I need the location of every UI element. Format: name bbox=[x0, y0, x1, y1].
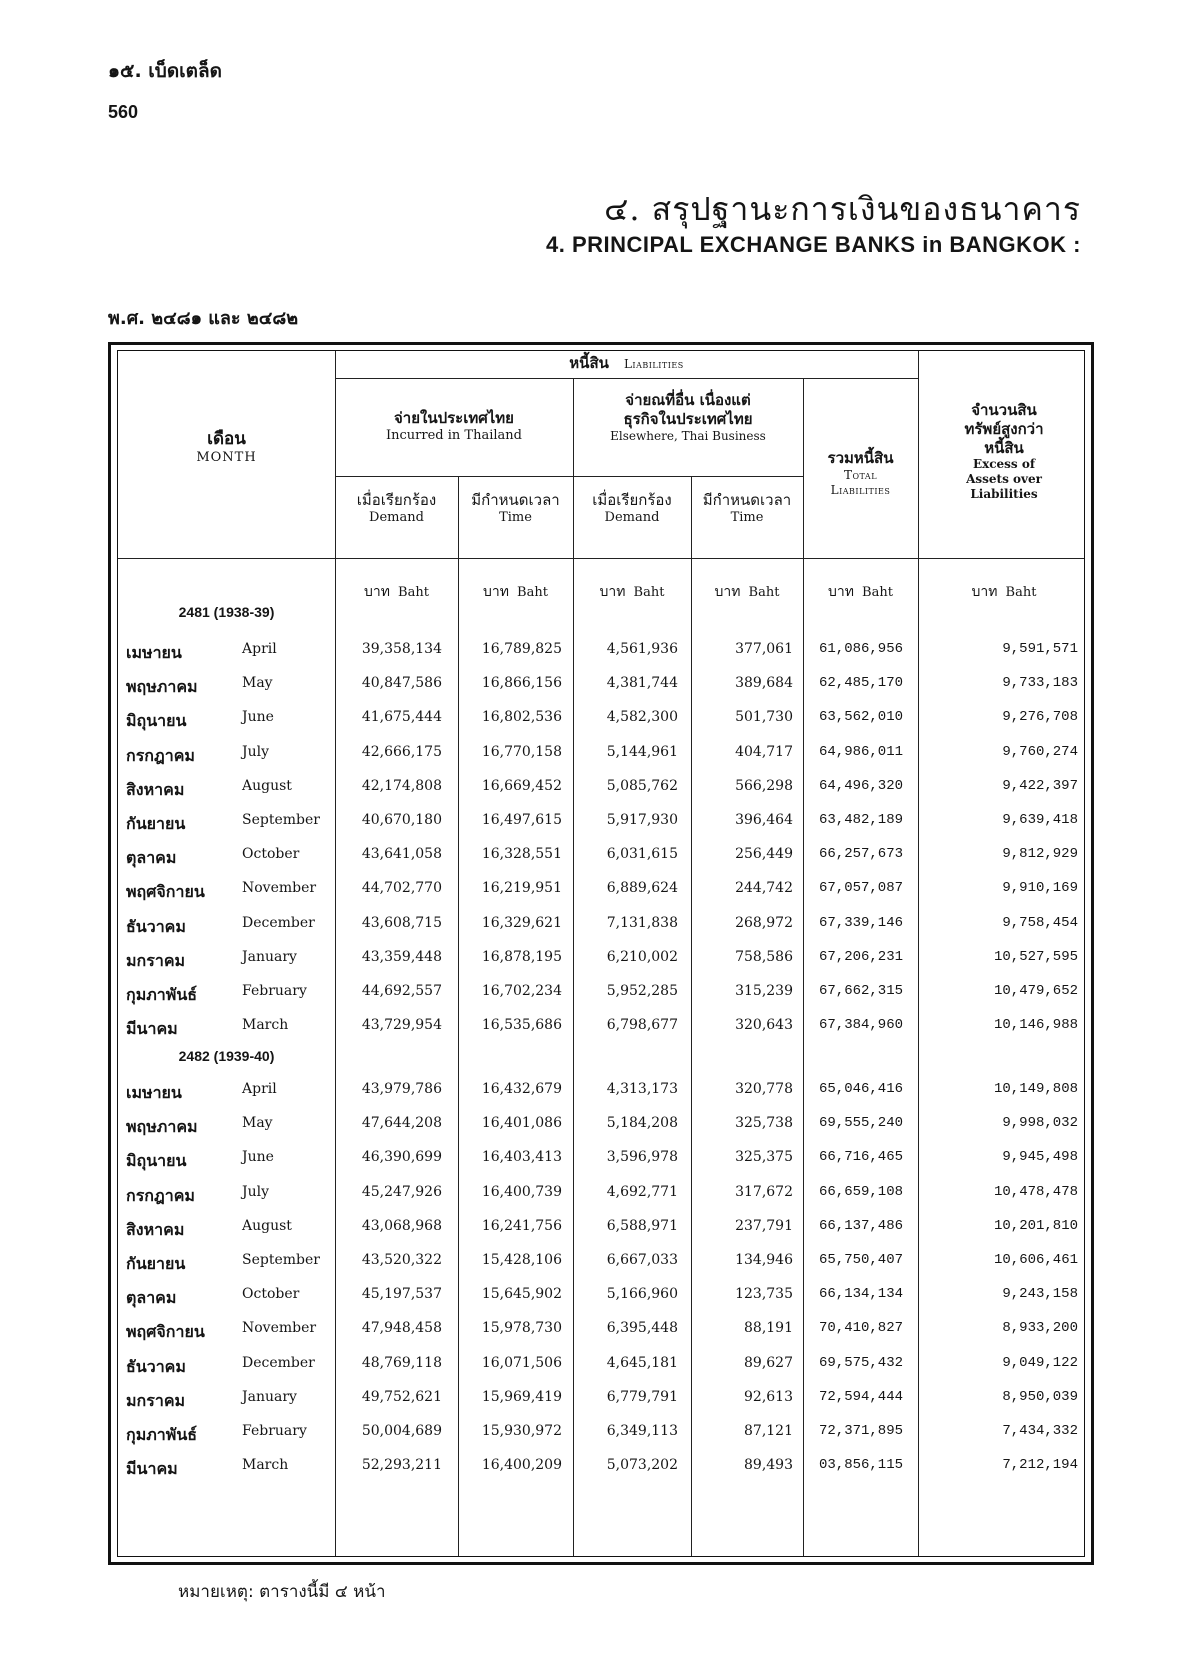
table-row bbox=[118, 804, 1084, 838]
month-thai: เมษายน bbox=[126, 643, 182, 662]
table-row bbox=[118, 1176, 1084, 1210]
demand-elsewhere-value: 3,596,978 bbox=[606, 1149, 678, 1166]
demand-elsewhere-value: 6,349,113 bbox=[606, 1423, 678, 1439]
table-row bbox=[118, 701, 1084, 735]
unit-label: บาท Baht bbox=[599, 584, 665, 600]
total-liabilities-value: 66,716,465 bbox=[818, 1149, 903, 1166]
month-thai: กุมภาพันธ์ bbox=[126, 985, 198, 1004]
time-thailand-value: 16,400,209 bbox=[481, 1457, 562, 1474]
demand-thailand-value: 46,390,699 bbox=[361, 1149, 442, 1166]
month-english: July bbox=[242, 743, 270, 760]
total-liabilities-value: 62,485,170 bbox=[818, 675, 903, 692]
table-body bbox=[117, 350, 1085, 1557]
excess-assets-value: 10,146,988 bbox=[993, 1017, 1078, 1034]
demand-elsewhere-value: 5,952,285 bbox=[606, 983, 678, 999]
excess-assets-value: 9,049,122 bbox=[1002, 1354, 1078, 1371]
year-range: พ.ศ. ๒๔๘๑ และ ๒๔๘๒ bbox=[108, 308, 299, 329]
demand-thailand-value: 40,847,586 bbox=[361, 675, 442, 692]
time-thailand-value: 16,432,679 bbox=[481, 1081, 562, 1097]
total-liabilities-value: 69,555,240 bbox=[818, 1115, 903, 1132]
month-english: July bbox=[242, 1183, 270, 1200]
excess-assets-value: 9,998,032 bbox=[1002, 1115, 1078, 1132]
time-elsewhere-value: 89,627 bbox=[744, 1354, 793, 1371]
demand-elsewhere-value: 5,085,762 bbox=[606, 777, 678, 794]
unit-label: บาท Baht bbox=[714, 584, 780, 600]
time-elsewhere-value: 88,191 bbox=[744, 1320, 793, 1337]
time-thailand-value: 16,702,234 bbox=[481, 983, 562, 999]
page-number: 560 bbox=[108, 102, 139, 122]
demand-elsewhere-value: 6,210,002 bbox=[606, 948, 678, 965]
month-english: May bbox=[242, 675, 273, 692]
month-english: April bbox=[242, 1081, 277, 1097]
month-english: January bbox=[242, 1388, 297, 1405]
demand-thailand-value: 42,666,175 bbox=[361, 743, 442, 760]
demand-elsewhere-value: 4,582,300 bbox=[606, 709, 678, 726]
excess-assets-value: 7,212,194 bbox=[1002, 1457, 1078, 1474]
time-thailand-value: 16,669,452 bbox=[481, 777, 562, 794]
total-liabilities-value: 63,562,010 bbox=[818, 709, 903, 726]
demand-thailand-value: 47,948,458 bbox=[361, 1320, 442, 1337]
total-liabilities-value: 67,662,315 bbox=[818, 983, 903, 999]
demand-thailand-value: 43,359,448 bbox=[361, 948, 442, 965]
excess-assets-value: 9,276,708 bbox=[1002, 709, 1078, 726]
month-thai: สิงหาคม bbox=[126, 779, 185, 799]
demand-elsewhere-value: 4,381,744 bbox=[606, 675, 678, 692]
demand-elsewhere-value: 4,645,181 bbox=[606, 1354, 678, 1371]
demand-elsewhere-value: 5,166,960 bbox=[606, 1286, 678, 1303]
time-elsewhere-value: 92,613 bbox=[744, 1388, 793, 1405]
excess-assets-header: จำนวนสิน ทรัพย์สูงกว่า หนี้สิน Excess of Assets over Liabilities bbox=[964, 401, 1044, 502]
time-thailand-value: 16,802,536 bbox=[481, 709, 562, 726]
demand-elsewhere-value: 6,779,791 bbox=[606, 1388, 678, 1405]
month-thai: กรกฎาคม bbox=[126, 745, 195, 765]
time-elsewhere-value: 244,742 bbox=[735, 880, 793, 897]
demand-thailand-value: 41,675,444 bbox=[361, 709, 442, 726]
time-thailand-value: 16,328,551 bbox=[481, 846, 562, 863]
month-english: November bbox=[242, 1320, 317, 1337]
month-english: November bbox=[242, 880, 317, 897]
time-thailand-value: 16,241,756 bbox=[481, 1217, 562, 1234]
demand-elsewhere-value: 6,889,624 bbox=[606, 880, 678, 897]
demand-elsewhere-value: 6,395,448 bbox=[606, 1320, 678, 1337]
demand-thailand-value: 52,293,211 bbox=[361, 1457, 442, 1474]
month-english: August bbox=[242, 777, 292, 794]
month-english: October bbox=[242, 1286, 300, 1303]
demand-elsewhere-value: 5,073,202 bbox=[606, 1457, 678, 1474]
total-liabilities-header: รวมหนี้สิน Total Liabilities bbox=[827, 449, 894, 497]
excess-assets-value: 10,527,595 bbox=[993, 948, 1078, 965]
month-thai: กรกฎาคม bbox=[126, 1185, 195, 1205]
excess-assets-value: 9,945,498 bbox=[1002, 1149, 1078, 1166]
excess-assets-value: 9,758,454 bbox=[1002, 914, 1078, 931]
time-elsewhere-value: 758,586 bbox=[735, 948, 793, 965]
demand-thailand-value: 45,247,926 bbox=[361, 1183, 442, 1200]
total-liabilities-value: 64,986,011 bbox=[818, 743, 903, 760]
time-thailand-value: 16,866,156 bbox=[481, 675, 562, 692]
month-english: May bbox=[242, 1115, 273, 1132]
time-elsewhere-value: 566,298 bbox=[735, 777, 793, 794]
month-thai: พฤศจิกายน bbox=[126, 882, 205, 902]
time-thailand-value: 16,400,739 bbox=[481, 1183, 562, 1200]
demand-elsewhere-value: 5,144,961 bbox=[606, 743, 678, 760]
data-table bbox=[108, 342, 1094, 1565]
table-row bbox=[118, 1107, 1084, 1141]
time-thailand-value: 15,428,106 bbox=[481, 1252, 562, 1268]
demand-thailand-value: 47,644,208 bbox=[361, 1115, 442, 1132]
month-thai: ตุลาคม bbox=[126, 848, 177, 868]
table-row bbox=[118, 633, 1084, 667]
year-label-2482: 2482 (1939-40) bbox=[178, 1048, 275, 1064]
excess-assets-value: 9,760,274 bbox=[1002, 743, 1078, 760]
excess-assets-value: 7,434,332 bbox=[1002, 1423, 1078, 1439]
page-title-english: 4. PRINCIPAL EXCHANGE BANKS in BANGKOK : bbox=[545, 232, 1081, 257]
table-row bbox=[118, 1347, 1084, 1381]
demand-header-2: เมื่อเรียกร้อง Demand bbox=[592, 491, 672, 525]
table-row bbox=[118, 1381, 1084, 1415]
month-english: December bbox=[242, 914, 315, 931]
excess-assets-value: 9,733,183 bbox=[1002, 675, 1078, 692]
total-liabilities-value: 66,134,134 bbox=[818, 1286, 903, 1303]
time-thailand-value: 16,403,413 bbox=[481, 1149, 562, 1166]
demand-elsewhere-value: 5,917,930 bbox=[606, 812, 678, 828]
month-english: April bbox=[242, 641, 277, 657]
month-thai: พฤศจิกายน bbox=[126, 1322, 205, 1342]
time-elsewhere-value: 89,493 bbox=[744, 1457, 793, 1474]
total-liabilities-value: 65,046,416 bbox=[818, 1081, 903, 1097]
footnote: หมายเหตุ: ตารางนี้มี ๔ หน้า bbox=[178, 1582, 386, 1602]
demand-thailand-value: 43,729,954 bbox=[361, 1017, 442, 1034]
total-liabilities-value: 67,384,960 bbox=[818, 1017, 903, 1034]
excess-assets-value: 9,243,158 bbox=[1002, 1286, 1078, 1303]
time-thailand-value: 15,978,730 bbox=[481, 1320, 562, 1337]
time-thailand-value: 16,401,086 bbox=[481, 1115, 562, 1132]
time-elsewhere-value: 501,730 bbox=[735, 709, 793, 726]
excess-assets-value: 9,591,571 bbox=[1002, 641, 1078, 657]
month-english: October bbox=[242, 846, 300, 863]
demand-elsewhere-value: 7,131,838 bbox=[606, 914, 678, 931]
table-row bbox=[118, 1141, 1084, 1175]
time-elsewhere-value: 87,121 bbox=[744, 1423, 793, 1439]
time-elsewhere-value: 123,735 bbox=[735, 1286, 793, 1303]
demand-thailand-value: 44,692,557 bbox=[361, 983, 442, 999]
incurred-thailand-header: จ่ายในประเทศไทย Incurred in Thailand bbox=[386, 409, 522, 443]
time-thailand-value: 16,219,951 bbox=[481, 880, 562, 897]
time-header-1: มีกำหนดเวลา Time bbox=[471, 491, 560, 525]
month-thai: สิงหาคม bbox=[126, 1219, 185, 1239]
table-row bbox=[118, 838, 1084, 872]
month-english: March bbox=[242, 1457, 289, 1474]
month-thai: พฤษภาคม bbox=[126, 677, 198, 697]
time-elsewhere-value: 237,791 bbox=[735, 1217, 793, 1234]
total-liabilities-value: 64,496,320 bbox=[818, 777, 903, 794]
time-elsewhere-value: 325,375 bbox=[735, 1149, 793, 1166]
total-liabilities-value: 67,206,231 bbox=[818, 948, 903, 965]
total-liabilities-value: 72,594,444 bbox=[818, 1388, 903, 1405]
month-english: February bbox=[242, 1423, 307, 1439]
excess-assets-value: 8,933,200 bbox=[1002, 1320, 1078, 1337]
excess-assets-value: 9,422,397 bbox=[1002, 777, 1078, 794]
table-row bbox=[118, 770, 1084, 804]
header-divider bbox=[335, 476, 803, 477]
total-liabilities-value: 70,410,827 bbox=[818, 1320, 903, 1337]
month-header: เดือน MONTH bbox=[196, 429, 257, 466]
time-elsewhere-value: 396,464 bbox=[735, 812, 793, 828]
time-elsewhere-value: 256,449 bbox=[735, 846, 793, 863]
month-thai: มิถุนายน bbox=[126, 711, 187, 731]
demand-elsewhere-value: 6,667,033 bbox=[606, 1252, 678, 1268]
demand-thailand-value: 49,752,621 bbox=[361, 1388, 442, 1405]
month-english: August bbox=[242, 1217, 292, 1234]
page-title-thai: ๔. สรุปฐานะการเงินของธนาคาร bbox=[604, 190, 1081, 228]
excess-assets-value: 9,910,169 bbox=[1002, 880, 1078, 897]
total-liabilities-value: 69,575,432 bbox=[818, 1354, 903, 1371]
table-row bbox=[118, 667, 1084, 701]
month-english: December bbox=[242, 1354, 315, 1371]
excess-assets-value: 8,950,039 bbox=[1002, 1388, 1078, 1405]
total-liabilities-value: 67,339,146 bbox=[818, 914, 903, 931]
time-thailand-value: 16,770,158 bbox=[481, 743, 562, 760]
month-thai: กันยายน bbox=[126, 1254, 186, 1273]
total-liabilities-value: 63,482,189 bbox=[818, 812, 903, 828]
demand-thailand-value: 45,197,537 bbox=[361, 1286, 442, 1303]
table-row bbox=[118, 1312, 1084, 1346]
demand-elsewhere-value: 4,313,173 bbox=[606, 1081, 678, 1097]
unit-label: บาท Baht bbox=[364, 584, 429, 600]
total-liabilities-value: 61,086,956 bbox=[818, 641, 903, 657]
month-english: September bbox=[242, 1252, 320, 1268]
demand-elsewhere-value: 6,798,677 bbox=[606, 1017, 678, 1034]
time-elsewhere-value: 320,778 bbox=[735, 1081, 793, 1097]
month-thai: พฤษภาคม bbox=[126, 1117, 198, 1137]
excess-assets-value: 10,201,810 bbox=[993, 1217, 1078, 1234]
time-thailand-value: 16,497,615 bbox=[481, 812, 562, 828]
header-divider bbox=[335, 378, 918, 379]
demand-thailand-value: 42,174,808 bbox=[361, 777, 442, 794]
excess-assets-value: 10,478,478 bbox=[993, 1183, 1078, 1200]
unit-label: บาท Baht bbox=[483, 584, 548, 600]
month-thai: กันยายน bbox=[126, 814, 186, 833]
table-row bbox=[118, 872, 1084, 906]
demand-elsewhere-value: 6,588,971 bbox=[606, 1217, 678, 1234]
demand-elsewhere-value: 4,692,771 bbox=[606, 1183, 678, 1200]
time-header-2: มีกำหนดเวลา Time bbox=[702, 491, 792, 525]
demand-elsewhere-value: 4,561,936 bbox=[606, 641, 678, 657]
demand-header-1: เมื่อเรียกร้อง Demand bbox=[356, 491, 437, 525]
total-liabilities-value: 03,856,115 bbox=[818, 1457, 903, 1474]
demand-thailand-value: 43,520,322 bbox=[361, 1252, 442, 1268]
excess-assets-value: 9,639,418 bbox=[1002, 812, 1078, 828]
demand-thailand-value: 44,702,770 bbox=[361, 880, 442, 897]
total-liabilities-value: 66,257,673 bbox=[818, 846, 903, 863]
elsewhere-header: จ่ายณที่อื่น เนื่องแต่ ธุรกิจในประเทศไทย Elsewhere, Thai Business bbox=[610, 391, 766, 443]
table-row bbox=[118, 975, 1084, 1009]
time-elsewhere-value: 377,061 bbox=[735, 641, 793, 657]
month-thai: ตุลาคม bbox=[126, 1288, 177, 1308]
time-elsewhere-value: 389,684 bbox=[735, 675, 793, 692]
demand-elsewhere-value: 6,031,615 bbox=[606, 846, 678, 863]
demand-thailand-value: 50,004,689 bbox=[361, 1423, 442, 1439]
time-elsewhere-value: 315,239 bbox=[735, 983, 793, 999]
month-english: September bbox=[242, 812, 320, 828]
time-elsewhere-value: 404,717 bbox=[735, 743, 793, 760]
demand-elsewhere-value: 5,184,208 bbox=[606, 1115, 678, 1132]
month-english: January bbox=[242, 948, 297, 965]
time-thailand-value: 16,789,825 bbox=[481, 641, 562, 657]
table-row bbox=[118, 1449, 1084, 1483]
month-thai: เมษายน bbox=[126, 1083, 182, 1102]
month-thai: ธันวาคม bbox=[126, 916, 186, 936]
excess-assets-value: 10,479,652 bbox=[993, 983, 1078, 999]
total-liabilities-value: 65,750,407 bbox=[818, 1252, 903, 1268]
table-row bbox=[118, 1244, 1084, 1278]
time-thailand-value: 15,969,419 bbox=[481, 1388, 562, 1405]
unit-label: บาท Baht bbox=[828, 584, 893, 600]
table-row bbox=[118, 1278, 1084, 1312]
time-elsewhere-value: 268,972 bbox=[735, 914, 793, 931]
unit-label: บาท Baht bbox=[971, 584, 1037, 600]
month-thai: มกราคม bbox=[126, 1390, 186, 1410]
demand-thailand-value: 43,979,786 bbox=[361, 1081, 442, 1097]
time-elsewhere-value: 134,946 bbox=[735, 1252, 793, 1268]
month-thai: มกราคม bbox=[126, 950, 186, 970]
time-elsewhere-value: 320,643 bbox=[735, 1017, 793, 1034]
excess-assets-value: 9,812,929 bbox=[1002, 846, 1078, 863]
month-thai: มีนาคม bbox=[126, 1019, 178, 1039]
header-bottom-line bbox=[118, 558, 1084, 559]
table-row bbox=[118, 1415, 1084, 1449]
time-thailand-value: 16,329,621 bbox=[481, 914, 562, 931]
demand-thailand-value: 43,608,715 bbox=[361, 914, 442, 931]
time-thailand-value: 16,535,686 bbox=[481, 1017, 562, 1034]
month-english: March bbox=[242, 1017, 289, 1034]
month-thai: มีนาคม bbox=[126, 1459, 178, 1479]
time-thailand-value: 16,878,195 bbox=[481, 948, 562, 965]
month-english: June bbox=[242, 709, 274, 726]
month-thai: ธันวาคม bbox=[126, 1356, 186, 1376]
time-thailand-value: 15,930,972 bbox=[481, 1423, 562, 1439]
table-row bbox=[118, 1009, 1084, 1043]
liabilities-header: หนี้สิน Liabilities bbox=[569, 354, 684, 372]
demand-thailand-value: 43,641,058 bbox=[361, 846, 442, 863]
table-row bbox=[118, 907, 1084, 941]
time-elsewhere-value: 317,672 bbox=[735, 1183, 793, 1200]
year-label-2481: 2481 (1938-39) bbox=[178, 604, 275, 620]
table-row bbox=[118, 1210, 1084, 1244]
excess-assets-value: 10,606,461 bbox=[993, 1252, 1078, 1268]
month-english: February bbox=[242, 983, 307, 999]
time-thailand-value: 16,071,506 bbox=[481, 1354, 562, 1371]
table-row bbox=[118, 736, 1084, 770]
time-elsewhere-value: 325,738 bbox=[735, 1115, 793, 1132]
total-liabilities-value: 67,057,087 bbox=[818, 880, 903, 897]
total-liabilities-value: 72,371,895 bbox=[818, 1423, 903, 1439]
demand-thailand-value: 40,670,180 bbox=[361, 812, 442, 828]
month-thai: กุมภาพันธ์ bbox=[126, 1425, 198, 1444]
time-thailand-value: 15,645,902 bbox=[481, 1286, 562, 1303]
demand-thailand-value: 48,769,118 bbox=[361, 1354, 442, 1371]
section-label: ๑๕. เบ็ดเตล็ด bbox=[108, 60, 222, 82]
month-english: June bbox=[242, 1149, 274, 1166]
total-liabilities-value: 66,659,108 bbox=[818, 1183, 903, 1200]
excess-assets-value: 10,149,808 bbox=[993, 1081, 1078, 1097]
total-liabilities-value: 66,137,486 bbox=[818, 1217, 903, 1234]
table-row bbox=[118, 1073, 1084, 1107]
demand-thailand-value: 43,068,968 bbox=[361, 1217, 442, 1234]
demand-thailand-value: 39,358,134 bbox=[361, 641, 442, 657]
month-thai: มิถุนายน bbox=[126, 1151, 187, 1171]
table-row bbox=[118, 941, 1084, 975]
